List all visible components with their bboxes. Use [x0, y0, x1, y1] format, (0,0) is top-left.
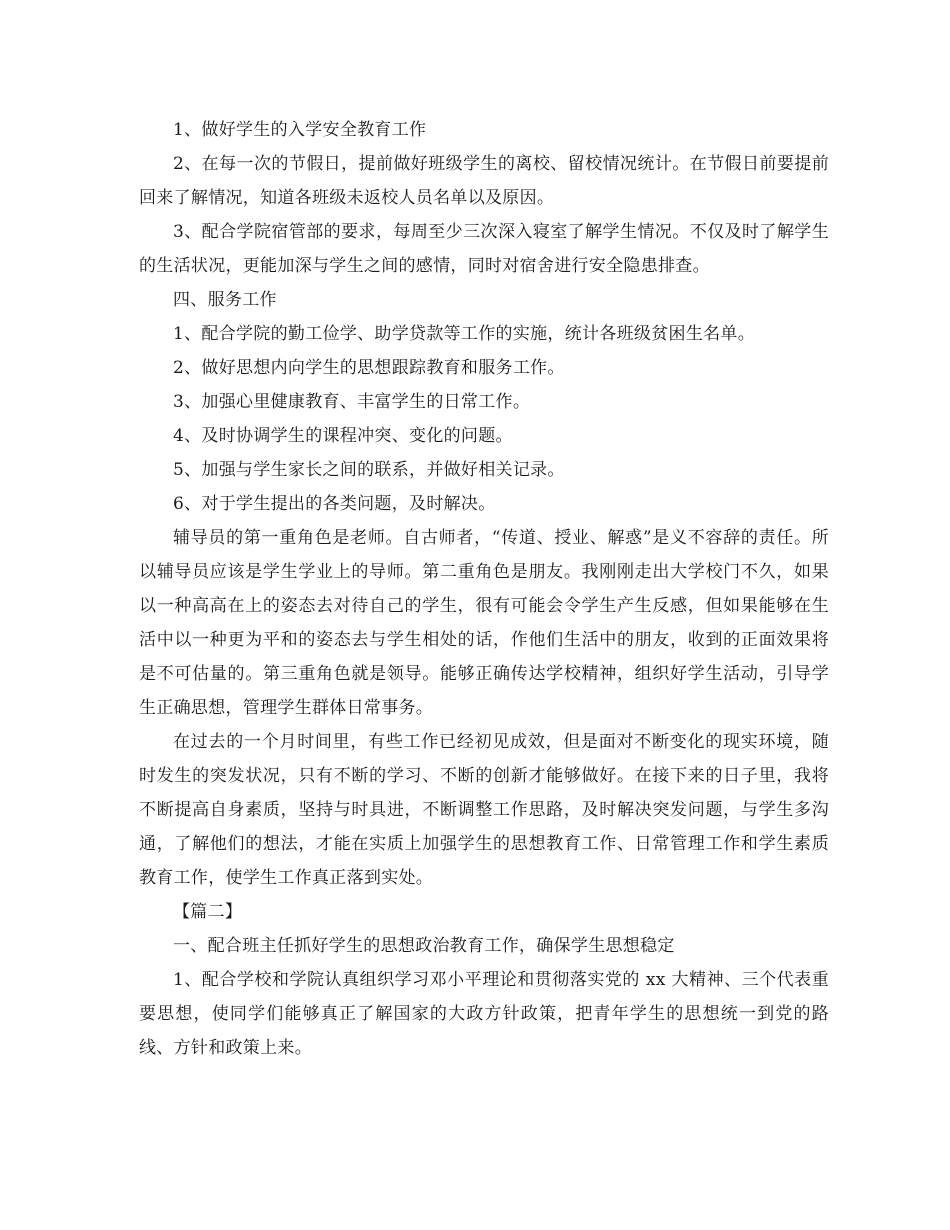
document-body — [139, 113, 829, 1065]
item-problem-solving: 6、对于学生提出的各类问题，及时解决。 — [173, 494, 496, 514]
item-parent-contact: 5、加强与学生家长之间的联系，并做好相关记录。 — [173, 460, 565, 480]
item-theory-study: 1、配合学校和学院认真组织学习邓小平理论和贯彻落实党的 xx 大精神、三个代表重要思想，使同学们能够真正了解国家的大政方针政策，把青年学生的思想统一到党的路线、方针和政策上来。 — [139, 970, 829, 1058]
section-heading-service-work: 四、服务工作 — [173, 290, 277, 310]
item-holiday-statistics: 2、在每一次的节假日，提前做好班级学生的离校、留校情况统计。在节假日前要提前回来了解情况，知道各班级未返校人员名单以及原因。 — [139, 154, 829, 208]
item-entrance-safety: 1、做好学生的入学安全教育工作 — [173, 120, 427, 140]
paragraph-counselor-roles: 辅导员的第一重角色是老师。自古师者，“传道、授业、解惑”是义不容辞的责任。所以辅导员应该是学生学业上的导师。第二重角色是朋友。我刚刚走出大学校门不久，如果以一种高高在上的姿态去对待自己的学生，很有可能会令学生产生反感，但如果能够在生活中以一种更为平和的姿态去与学生相处的话，作他们生活中的朋友，收到的正面效果将是不可估量的。第三重角色就是领导。能够正确传达学校精神，组织好学生活动，引导学生正确思想，管理学生群体日常事务。 — [139, 528, 829, 718]
item-course-conflicts: 4、及时协调学生的课程冲突、变化的问题。 — [173, 426, 513, 446]
item-mental-health: 3、加强心里健康教育、丰富学生的日常工作。 — [173, 392, 531, 412]
item-work-study: 1、配合学院的勤工俭学、助学贷款等工作的实施，统计各班级贫困生名单。 — [173, 324, 756, 344]
paragraph-summary: 在过去的一个月时间里，有些工作已经初见成效，但是面对不断变化的现实环境，随时发生的突发状况，只有不断的学习、不断的创新才能够做好。在接下来的日子里，我将不断提高自身素质，坚持与时具进，不断调整工作思路，及时解决突发问题，与学生多沟通，了解他们的想法，才能在实质上加强学生的思想教育工作、日常管理工作和学生素质教育工作，使学生工作真正落到实处。 — [139, 732, 829, 888]
section-heading-ideological-work: 一、配合班主任抓好学生的思想政治教育工作，确保学生思想稳定 — [173, 936, 675, 956]
section-heading-part-two: 【篇二】 — [173, 902, 243, 922]
item-dormitory-visits: 3、配合学院宿管部的要求，每周至少三次深入寝室了解学生情况。不仅及时了解学生的生活状况，更能加深与学生之间的感情，同时对宿舍进行安全隐患排查。 — [139, 222, 829, 276]
item-introvert-students: 2、做好思想内向学生的思想跟踪教育和服务工作。 — [173, 358, 565, 378]
